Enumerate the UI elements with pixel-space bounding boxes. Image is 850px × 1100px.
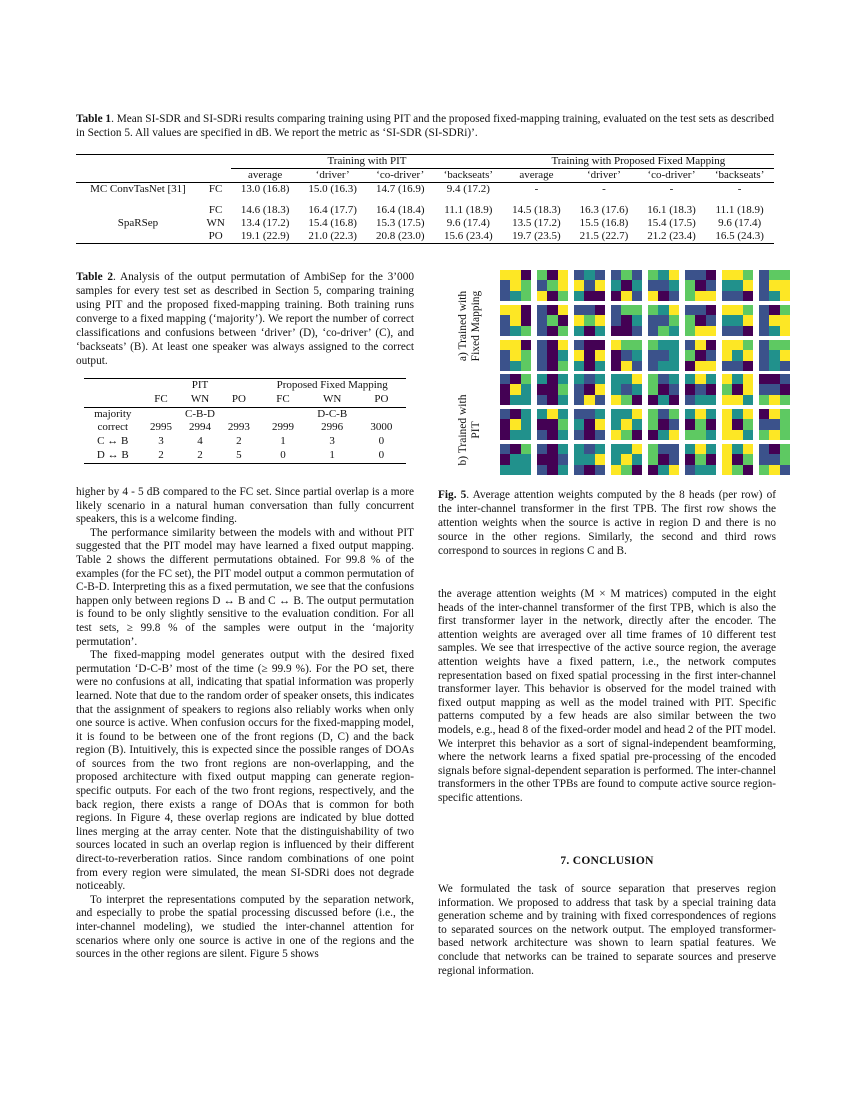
table-row: [84, 435, 406, 449]
attention-heatmap: [500, 305, 531, 336]
figure5-label-top-line2: Fixed Mapping: [470, 290, 482, 362]
section-heading-conclusion: 7. CONCLUSION: [560, 855, 654, 867]
attention-heatmap: [500, 374, 531, 405]
attention-heatmap: [500, 444, 531, 475]
attention-heatmap: [648, 270, 679, 301]
body-paragraph: the average attention weights (M × M matrices) computed in the eight heads of the inter-channel transformer of the first TPB, which is also the first transformer layer in the network, directly after the encoder. The attention weights are averaged over all time frames of 10 different test samples. We see that irrespective of the active source region, the average attention weights have a fixed pattern, i.e., the network computes representation based on fixed spatial processing in the first inter-channel transformer layer. This behavior is observed for the model trained with fixed output mapping as well as the model trained with PIT. Specific patterns computed by a few heads are also similar between the two models, e.g., head 8 of the fixed-order model and head 2 of the PIT model. We interpret this behavior as a sort of signal-independent beamforming, where the network learns a fixed spatial pre-processing of the encoded signals before signal-dependent separation is performed. The inter-channel transformers in the other TPBs are found to compute active source region-specific attentions.: [438, 588, 776, 804]
attention-heatmap: [759, 270, 790, 301]
table1-subheader: ‘driver’: [586, 169, 621, 181]
table1-cell: 15.6 (23.4): [444, 230, 493, 242]
table2-group-fixed: Proposed Fixed Mapping: [276, 379, 388, 391]
table2-subheader: PO: [374, 392, 389, 405]
table1-cell: 13.5 (17.2): [512, 217, 561, 229]
attention-heatmap: [685, 340, 716, 371]
attention-heatmap: [611, 444, 642, 475]
table2-cell: 3: [329, 435, 335, 448]
attention-heatmap: [722, 409, 753, 440]
table2-cell: 1: [329, 448, 335, 461]
table-row: [76, 183, 774, 197]
attention-heatmap: [611, 374, 642, 405]
attention-heatmap: [574, 270, 605, 301]
attention-heatmap: [722, 340, 753, 371]
body-paragraph: To interpret the representations computed by the separation network, and especially to probe the spatial processing discussed before (i.e., the inter-channel modeling), we studied the inter-channel attention for scenarios where only one source is active in one of the regions and the sources in the other regions are silent. Figure 5 shows: [76, 893, 414, 961]
table1-cell: -: [602, 183, 606, 195]
attention-heatmap: [759, 409, 790, 440]
table2-cell: 2: [236, 435, 242, 448]
table2-cell: 2: [197, 448, 203, 461]
table1-model: SpaRSep: [117, 217, 159, 229]
table1-cell: 15.4 (16.8): [308, 217, 357, 229]
attention-heatmap: [611, 270, 642, 301]
table2-cell: 3: [158, 435, 164, 448]
table2-cell: 2996: [321, 421, 344, 434]
figure5-caption-text: . Average attention weights computed by the 8 heads (per row) of the inter-channel transformer in the first TPB. The first row shows the attention weights when the source is active in region D and there is no source in the other regions. Similarly, the second and third rows correspond to sources in regions C and B.: [438, 489, 776, 557]
table2-caption: [76, 270, 414, 368]
table1-cell: 13.0 (16.8): [240, 183, 290, 195]
table2-cell: 2993: [227, 421, 250, 434]
table1-cell: 15.5 (16.8): [579, 217, 629, 229]
table2-caption-text: . Analysis of the output permutation of AmbiSep for the 3’000 samples for every test set as described in Section 5, comparing training using PIT and the proposed fixed-mapping training. Both training runs converge to a fixed mapping (‘majority’). We report the number of correct classifications and confusions between ‘driver’ (D), ‘co-driver’ (C), and ‘backseats’ (B). At least one speaker was always assigned to the correct output.: [76, 271, 414, 367]
table1-subheader: average: [248, 169, 283, 181]
attention-heatmap: [537, 409, 568, 440]
attention-heatmap: [574, 444, 605, 475]
conclusion-body: [438, 883, 776, 978]
attention-heatmap: [722, 374, 753, 405]
table2-cell: 2994: [188, 421, 211, 434]
table1-cell: 21.2 (23.4): [647, 230, 696, 242]
table1-subheader: ‘co-driver’: [647, 169, 696, 181]
table1-subheader: ‘co-driver’: [376, 169, 425, 181]
body-paragraph: The fixed-mapping model generates output with the desired fixed permutation ‘D-C-B’ most of the time (≥ 99.9 %). For the PO set, there were no confusions at all, indicating that spatial information was properly learned. Note that due to the random order of speaker onsets, this indicates that the assignment of speakers to regions also reliably works when only one source is active. When confusion occurs for the fixed-mapping model, it is found to be between one of the front regions (D, C) and the back region (B). Intuitively, this is expected since the possible ranges of DOAs of sources from the two front regions are non-overlapping, and the proposed architecture with fixed output mapping can generate region-specific outputs. For each of the two front regions, respectively, and the back region, there exists a range of DOAs that is common for both regions. In Figure 4, these overlap regions are indicated by blue dotted lines merging at the array center. Note that the distinguishability of two sources located in such an overlap region is influenced by their different direct-to-reverberation ratios. Since random combinations of one point from every region were simulated, the mean SI-SDRi does not degrade noticeably.: [76, 649, 414, 893]
table1-subheader: ‘driver’: [315, 169, 350, 181]
table1-cell: 13.4 (17.2): [240, 217, 290, 229]
table2-row-label: D ↔ B: [96, 448, 129, 461]
attention-heatmap: [685, 305, 716, 336]
table1-group-pit: Training with PIT: [231, 155, 502, 169]
table1-cell: 9.6 (17.4): [446, 217, 490, 229]
figure5-label-bottom: [457, 375, 485, 485]
table2-majority-fixed: D-C-B: [317, 407, 348, 420]
attention-heatmap: [611, 305, 642, 336]
table1-cell: 15.4 (17.5): [647, 217, 696, 229]
table1-cell: 9.4 (17.2): [446, 183, 490, 195]
attention-heatmap: [537, 444, 568, 475]
table2-cell: 0: [378, 435, 385, 448]
table1-cell: 16.4 (17.7): [308, 204, 357, 216]
table1-group-fixed: Training with Proposed Fixed Mapping: [503, 155, 774, 169]
body-paragraph: The performance similarity between the models with and without PIT suggested that the PIT model may have learned a fixed output mapping. Table 2 shows the different permutations obtained. For 99.8 % of the examples (for the FC set), the PIT model output a common permutation of C-B-D. Interpreting this as a fixed permutation, we see that the confusions happen only between regions D ↔ B and C ↔ B. The output permutation is found to be only slightly sensitive to the evaluation condition. For all test sets, ≥ 99.8 % of the samples were output in the ‘majority permutation’.: [76, 526, 414, 648]
table1-cell: -: [737, 183, 742, 195]
table2: [84, 378, 406, 464]
table1: [76, 154, 774, 244]
table1-cell: -: [534, 183, 539, 195]
table1-cell: 11.1 (18.9): [715, 204, 764, 216]
table1-model: MC ConvTasNet [31]: [90, 183, 186, 195]
table1-cell: 19.1 (22.9): [240, 230, 290, 242]
table1-cell: 15.0 (16.3): [308, 183, 357, 195]
attention-heatmap: [611, 409, 642, 440]
attention-heatmap: [574, 340, 605, 371]
table1-subheader: average: [519, 169, 554, 181]
table-row: [76, 204, 774, 217]
table-row: [84, 407, 406, 421]
table1-cell: 16.1 (18.3): [647, 204, 696, 216]
table1-cell: 15.3 (17.5): [375, 217, 425, 229]
figure5-caption: [438, 488, 776, 558]
table2-subheader: WN: [190, 392, 210, 405]
table1-cell: 14.7 (16.9): [375, 183, 425, 195]
attention-heatmap: [611, 340, 642, 371]
table1-model: [76, 230, 200, 244]
right-column-body: [438, 588, 776, 806]
table1-set: FC: [208, 183, 223, 195]
attention-heatmap: [537, 305, 568, 336]
left-column-body: [76, 486, 414, 962]
table2-cell: 3000: [370, 421, 393, 434]
table1-cell: 16.3 (17.6): [579, 204, 629, 216]
table-row: [76, 217, 774, 230]
table1-caption-label: Table 1: [76, 113, 112, 125]
table1-caption: [76, 112, 774, 140]
table1-cell: 14.6 (18.3): [240, 204, 290, 216]
attention-heatmap: [722, 270, 753, 301]
attention-heatmap: [537, 270, 568, 301]
figure5-label-bottom-line2: PIT: [470, 421, 482, 439]
table1-caption-text: . Mean SI-SDR and SI-SDRi results comparing training using PIT and the proposed fixed-mapping training, evaluated on the test sets as described in Section 5. All values are specified in dB. We report the metric as ‘SI-SDR (SI-SDRi)’.: [76, 113, 775, 139]
table2-majority-label: majority: [94, 407, 132, 420]
table2-cell: 2: [158, 448, 164, 461]
attention-heatmap: [685, 444, 716, 475]
table1-cell: 19.7 (23.5): [512, 230, 561, 242]
attention-heatmap: [685, 374, 716, 405]
attention-heatmap: [648, 444, 679, 475]
table1-subheader: ‘backseats’: [714, 169, 765, 181]
table2-grid: [84, 378, 406, 464]
table1-cell: 11.1 (18.9): [444, 204, 493, 216]
heatmap-panel-pit: [500, 374, 790, 475]
attention-heatmap: [648, 340, 679, 371]
table1-grid: [76, 154, 774, 244]
attention-heatmap: [537, 340, 568, 371]
table2-cell: 2995: [150, 421, 173, 434]
attention-heatmap: [574, 409, 605, 440]
attention-heatmap: [500, 409, 531, 440]
table2-cell: 0: [378, 448, 385, 461]
figure5-caption-label: Fig. 5: [438, 489, 467, 501]
attention-heatmap: [759, 374, 790, 405]
table-row: [76, 230, 774, 244]
attention-heatmap: [574, 374, 605, 405]
figure5: [438, 270, 778, 470]
table1-cell: 20.8 (23.0): [375, 230, 425, 242]
table1-cell: 16.5 (24.3): [715, 230, 764, 242]
table2-subheader: WN: [323, 392, 342, 405]
figure5-label-bottom-line1: b) Trained with: [457, 394, 469, 466]
attention-heatmap: [685, 409, 716, 440]
table1-set: FC: [208, 204, 223, 216]
attention-heatmap: [722, 444, 753, 475]
table1-cell: 21.5 (22.7): [579, 230, 629, 242]
table2-caption-label: Table 2: [76, 271, 114, 283]
table1-cell: 16.4 (18.4): [375, 204, 425, 216]
table1-cell: 9.6 (17.4): [718, 217, 762, 229]
table2-group-pit: PIT: [191, 379, 209, 391]
table2-row-label: correct: [97, 421, 129, 434]
table2-cell: 5: [236, 448, 242, 461]
body-paragraph: higher by 4 - 5 dB compared to the FC set. Since partial overlap is a more likely scenario in a natural human conversation than fully concurrent speakers, this is a welcome finding.: [76, 486, 414, 526]
attention-heatmap: [759, 444, 790, 475]
table2-cell: 2999: [271, 421, 294, 434]
table2-cell: 0: [280, 448, 286, 461]
attention-heatmap: [574, 305, 605, 336]
table1-set: WN: [206, 217, 225, 229]
attention-heatmap: [500, 340, 531, 371]
table2-row-label: C ↔ B: [97, 435, 129, 448]
table2-subheader: FC: [276, 392, 290, 405]
attention-heatmap: [648, 374, 679, 405]
table1-cell: -: [669, 183, 674, 195]
table2-subheader: PO: [231, 392, 246, 405]
attention-heatmap: [685, 270, 716, 301]
table1-subheader: ‘backseats’: [443, 169, 494, 181]
attention-heatmap: [537, 374, 568, 405]
table2-cell: 1: [280, 435, 286, 448]
table-row: [84, 449, 406, 463]
table1-cell: 14.5 (18.3): [512, 204, 561, 216]
table2-majority-pit: C-B-D: [185, 407, 215, 420]
table1-model: [76, 204, 200, 217]
attention-heatmap: [759, 305, 790, 336]
figure5-label-top: [457, 271, 485, 381]
table-row: [84, 421, 406, 435]
table1-cell: 21.0 (22.3): [308, 230, 357, 242]
attention-heatmap: [500, 270, 531, 301]
body-paragraph: We formulated the task of source separation that preserves region information. We proposed to address that task by a special training data generation scheme and by training with fixed correspondences of regions to separated sources on the network output. The employed transformer-based network architecture was shown to learn spatial features. We conclude that networks can be trained to separate sources and preserve regional information.: [438, 883, 776, 977]
table2-cell: 4: [197, 435, 203, 448]
figure5-label-top-line1: a) Trained with: [457, 290, 469, 362]
attention-heatmap: [722, 305, 753, 336]
heatmap-panel-fixed-mapping: [500, 270, 790, 371]
attention-heatmap: [648, 305, 679, 336]
attention-heatmap: [648, 409, 679, 440]
table1-set: PO: [208, 230, 223, 242]
table2-subheader: FC: [154, 392, 168, 405]
attention-heatmap: [759, 340, 790, 371]
